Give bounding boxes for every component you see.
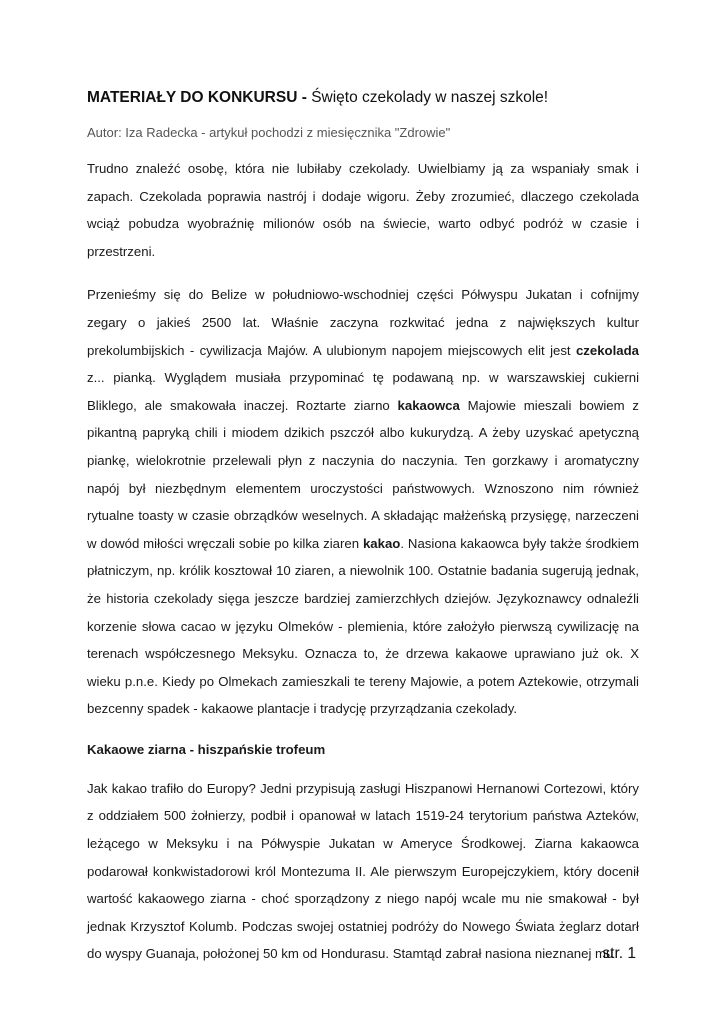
title-rest: Święto czekolady w naszej szkole! [311, 89, 549, 106]
paragraph-europe: Jak kakao trafiło do Europy? Jedni przypisują zasługi Hiszpanowi Hernanowi Cortezowi, który z oddziałem 500 żołnierzy, podbił i opanował w latach 1519-24 terytorium państwa Azteków, leżącego w Meksyku i na Półwyspie Jukatan w Ameryce Środkowej. Ziarna kakaowca podarował konkwistadorowi król Montezuma II. Ale pierwszym Europejczykiem, który docenił wartość kakaowego ziarna - choć sporządzony z niego napój wcale mu nie smakował - był jednak Krzysztof Kolumb. Podczas swojej ostatniej podróży do Nowego Świata żeglarz dotarł do wyspy Guanaja, położonej 50 km od Hondurasu. Stamtąd zabrał nasiona nieznanej mu [87, 780, 639, 962]
document-title [87, 86, 639, 110]
bold-term-kakao: kakao [362, 535, 401, 551]
page-number: str. 1 [602, 945, 636, 962]
paragraph-text: Przenieśmy się do Belize w południowo-wschodniej części Półwyspu Jukatan i cofnijmy zegary o jakieś 2500 lat. Właśnie zaczyna rozkwitać jedna z największych kultur prekolumbijskich - cywilizacja Majów. A ulubionym napojem miejscowych elit jest [87, 287, 639, 358]
bold-term-kakaowca: kakaowca [397, 397, 460, 413]
paragraph-text: . Nasiona kakaowca były także środkiem płatniczym, np. królik kosztował 10 ziaren, a niewolnik 100. Ostatnie badania sugerują jednak, że historia czekolady sięga jeszcze bardziej zamierzchłych dziejów. Językoznawcy odnaleźli korzenie słowa cacao w języku Olmeków - plemienia, które założyło pierwszą cywilizację na terenach współczesnego Meksyku. Oznacza to, że drzewa kakaowe uprawiano już ok. X wieku p.n.e. Kiedy po Olmekach zamieszkali te tereny Majowie, a potem Aztekowie, otrzymali bezcenny spadek - kakaowe plantacje i tradycję przyrządzania czekolady. [87, 535, 640, 717]
paragraph-maya [87, 281, 639, 723]
paragraph-intro: Trudno znaleźć osobę, która nie lubiłaby czekolady. Uwielbiamy ją za wspaniały smak i zapach. Czekolada poprawia nastrój i dodaje wigoru. Żeby zrozumieć, dlaczego czekolada wciąż pobudza wyobraźnię milionów osób na świecie, warto odbyć podróż w czasie i przestrzeni. [87, 161, 639, 259]
paragraph-text: z... pianką. Wyglądem musiała przypominać tę podawaną np. w warszawskiej cukierni Bliklego, ale smakowała inaczej. Roztarte ziarno [87, 370, 639, 413]
bold-term-czekolada: czekolada [575, 342, 639, 358]
paragraph-text: Majowie mieszali bowiem z pikantną papryką chili i miodem dzikich pszczół albo kukurydzą. A żeby uzyskać apetyczną piankę, wielokrotnie przelewali płyn z naczynia do naczynia. Ten gorzkawy i aromatyczny napój był niezbędnym elementem uroczystości państwowych. Wznoszono nim również rytualne toasty w czasie obrządków weselnych. A składając małżeńską przysięgę, narzeczeni w dowód miłości wręczali sobie po kilka ziaren [87, 397, 639, 551]
title-lead: MATERIAŁY DO KONKURSU - [87, 89, 307, 106]
document-page [87, 86, 639, 968]
section-heading: Kakaowe ziarna - hiszpańskie trofeum [87, 741, 326, 757]
author-line: Autor: Iza Radecka - artykuł pochodzi z miesięcznika "Zdrowie" [87, 125, 451, 140]
